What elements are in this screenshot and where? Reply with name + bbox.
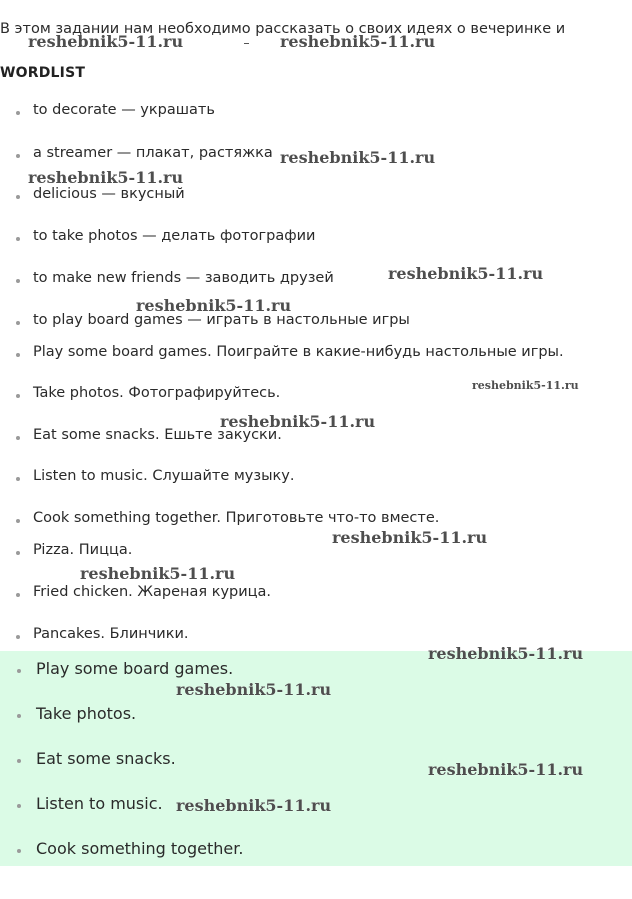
watermark: reshebnik5-11.ru — [80, 564, 236, 583]
watermark: reshebnik5-11.ru — [472, 379, 579, 392]
bullet-icon — [16, 551, 20, 555]
bullet-icon — [16, 593, 20, 597]
watermark: reshebnik5-11.ru — [280, 32, 436, 51]
watermark: reshebnik5-11.ru — [136, 296, 292, 315]
watermark: reshebnik5-11.ru — [332, 528, 488, 547]
watermark: reshebnik5-11.ru — [280, 148, 436, 167]
intro-text: В этом задании нам необходимо рассказать о своих идеях о вечеринке и — [0, 20, 566, 37]
bullet-icon — [16, 321, 20, 325]
bullet-icon — [16, 195, 20, 199]
bullet-icon — [16, 353, 20, 357]
watermark: reshebnik5-11.ru — [388, 264, 544, 283]
bullet-icon — [16, 519, 20, 523]
bullet-icon — [17, 804, 21, 808]
watermark: reshebnik5-11.ru — [428, 760, 584, 779]
watermark: reshebnik5-11.ru — [176, 680, 332, 699]
bullet-icon — [17, 714, 21, 718]
watermark: reshebnik5-11.ru — [28, 32, 184, 51]
wordlist-heading: WORDLIST — [0, 64, 86, 81]
bullet-icon — [16, 111, 20, 115]
bullet-icon — [16, 237, 20, 241]
bullet-icon — [17, 669, 21, 673]
divider-dash — [244, 43, 249, 44]
watermark: reshebnik5-11.ru — [28, 168, 184, 187]
bullet-icon — [16, 477, 20, 481]
bullet-icon — [17, 759, 21, 763]
bullet-icon — [16, 154, 20, 158]
watermark: reshebnik5-11.ru — [220, 412, 376, 431]
bullet-icon — [16, 394, 20, 398]
bullet-icon — [16, 436, 20, 440]
watermark: reshebnik5-11.ru — [176, 796, 332, 815]
answer-box: Play some board games. Take photos. Eat some snacks. Listen to music. Cook something together. — [0, 651, 632, 866]
watermark: reshebnik5-11.ru — [428, 644, 584, 663]
bullet-icon — [17, 849, 21, 853]
bullet-icon — [16, 279, 20, 283]
bullet-icon — [16, 635, 20, 639]
